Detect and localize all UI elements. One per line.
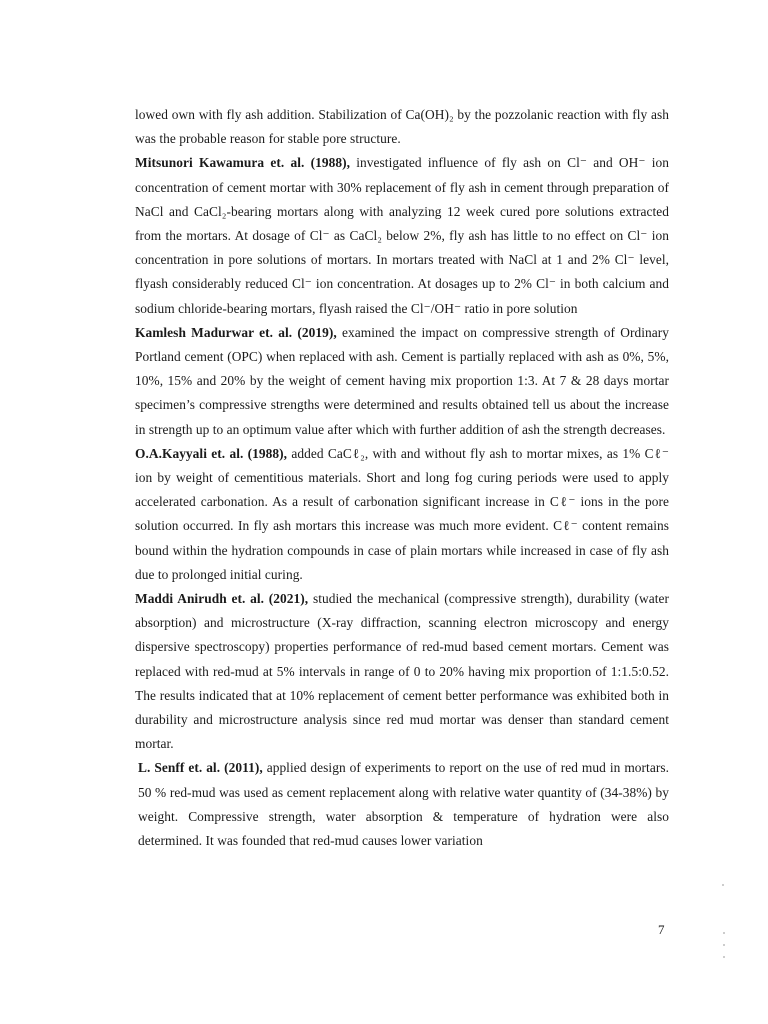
paragraph-text: added CaCℓ₂, with and without fly ash to mortar mixes, as 1% Cℓ⁻ ion by weight of cementitious materials. Short and long fog curing periods were used to apply accelerated carbonation. As a result of carbonation significant increase in Cℓ⁻ ions in the pore solution occurred. In fly ash mortars this increase was much more evident. Cℓ⁻ content remains bound within the hydration compounds in case of plain mortars while increased in case of fly ash due to prolonged initial curing.	[135, 445, 669, 582]
paragraph-kayyali	[135, 442, 669, 587]
scan-speck	[723, 956, 725, 958]
paragraph-text: lowed own with fly ash addition. Stabilization of Ca(OH)₂ by the pozzolanic reaction with fly ash was the probable reason for stable pore structure.	[135, 107, 669, 147]
author-citation: O.A.Kayyali et. al. (1988),	[135, 445, 288, 461]
author-citation: Mitsunori Kawamura et. al. (1988),	[135, 155, 351, 171]
scan-speck	[723, 944, 725, 946]
paragraph-continuation	[135, 103, 669, 151]
paragraph-text: investigated influence of fly ash on Cl⁻ and OH⁻ ion concentration of cement mortar with 30% replacement of fly ash in cement through preparation of NaCl and CaCl₂-bearing mortars along with analyzing 12 week cured pore solutions extracted from the mortars. At dosage of Cl⁻ as CaCl₂ below 2%, fly ash has little to no effect on Cl⁻ ion concentration in pore solutions of mortars. In mortars treated with NaCl at 1 and 2% Cl⁻ level, flyash considerably reduced Cl⁻ ion concentration. At dosages up to 2% Cl⁻ in both calcium and sodium chloride-bearing mortars, flyash raised the Cl⁻/OH⁻ ratio in pore solution	[135, 155, 669, 316]
author-citation: Maddi Anirudh et. al. (2021),	[135, 591, 309, 607]
scan-speck	[723, 932, 725, 934]
scan-speck	[722, 884, 724, 886]
author-citation: Kamlesh Madurwar et. al. (2019),	[135, 324, 337, 340]
paragraph-anirudh	[135, 587, 669, 756]
paragraph-kawamura	[135, 151, 669, 320]
page-number: 7	[658, 922, 665, 937]
paragraph-text: applied design of experiments to report on the use of red mud in mortars. 50 % red-mud was used as cement replacement along with relative water quantity of (34-38%) by weight. Compressive strength, water absorption & temperature of hydration were also determined. It was founded that red-mud causes lower variation	[138, 760, 669, 849]
paragraph-madurwar	[135, 321, 669, 442]
author-citation: L. Senff et. al. (2011),	[138, 760, 263, 776]
body-text	[135, 103, 669, 853]
paragraph-text: studied the mechanical (compressive strength), durability (water absorption) and microstructure (X-ray diffraction, scanning electron microscopy and energy dispersive spectroscopy) properties performance of red-mud based cement mortars. Cement was replaced with red-mud at 5% intervals in range of 0 to 20% having mix proportion of 1:1.5:0.52. The results indicated that at 10% replacement of cement better performance was exhibited both in durability and microstructure analysis since red mud mortar was denser than standard cement mortar.	[135, 591, 670, 752]
paragraph-senff	[135, 756, 669, 853]
paragraph-text: examined the impact on compressive strength of Ordinary Portland cement (OPC) when replaced with ash. Cement is partially replaced with ash as 0%, 5%, 10%, 15% and 20% by the weight of cement having mix proportion 1:3. At 7 & 28 days mortar specimen’s compressive strengths were determined and results obtained tell us about the increase in strength up to an optimum value after which with further addition of ash the strength decreases.	[135, 324, 669, 437]
